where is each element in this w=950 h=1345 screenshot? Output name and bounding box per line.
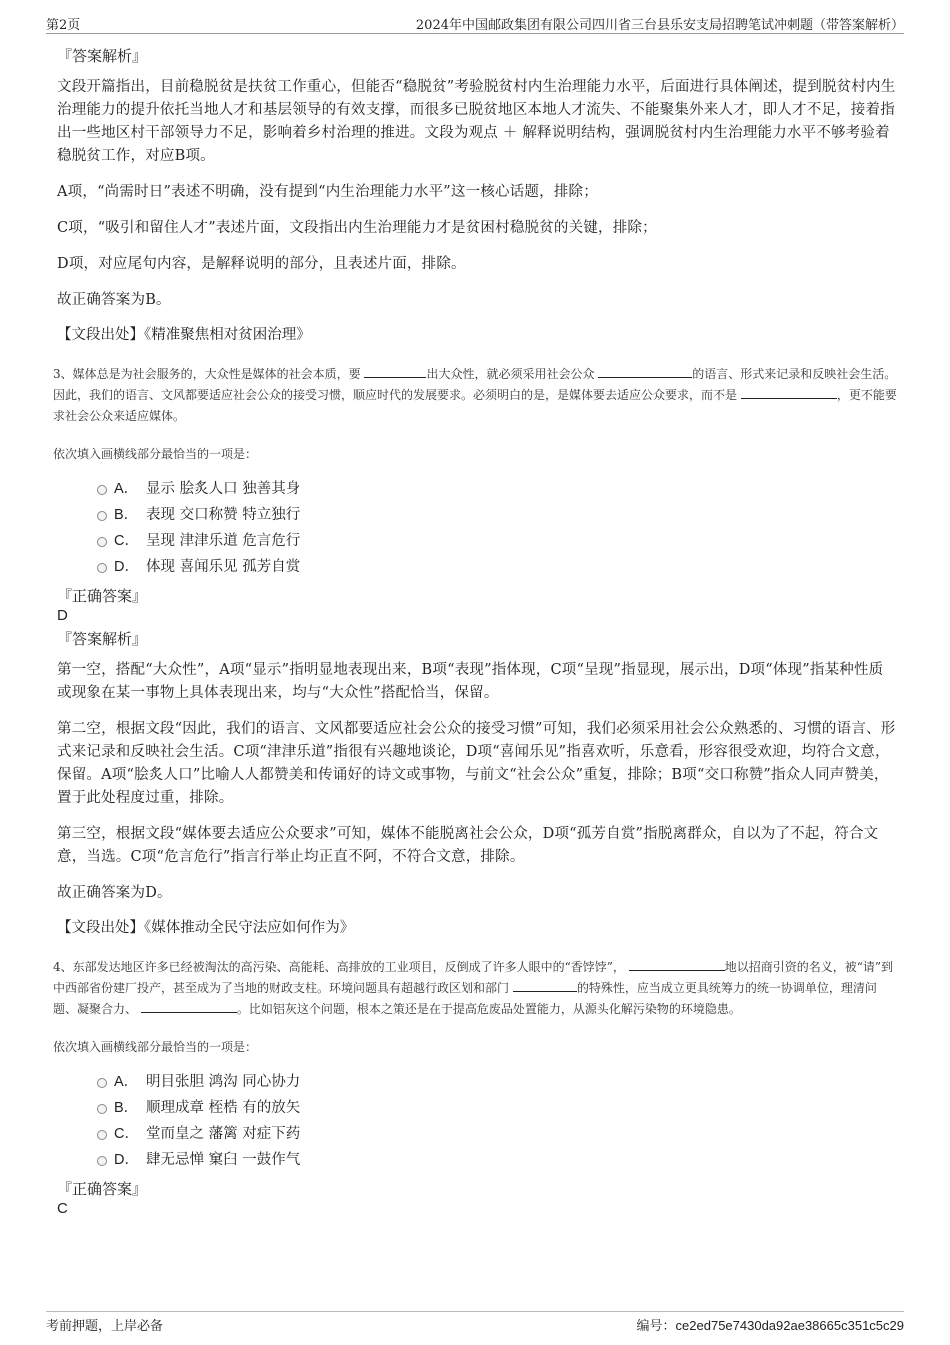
q2-analysis-p3: C项，“吸引和留住人才”表述片面，文段指出内生治理能力才是贫困村稳脱贫的关键，排除； bbox=[57, 220, 657, 236]
q2-answer-statement: 故正确答案为B。 bbox=[57, 292, 171, 308]
page-header bbox=[46, 14, 904, 34]
q4-stem bbox=[53, 957, 897, 1020]
q3-analysis-p1: 第一空，搭配“大众性”，A项“显示”指明显地表现出来，B项“表现”指体现，C项“呈现”指显现，展示出，D项“体现”指某种性质或现象在某一事物上具体表现出来，均与“大众性”搭配恰当，保留。 bbox=[57, 662, 884, 701]
q4-answer-label: 『正确答案』 bbox=[57, 1180, 148, 1198]
option-letter: B． bbox=[114, 1100, 139, 1116]
q3-stem-part: 的语言、形式来记录和反映社会生活。因此，我们的语言、文风都要适应社会公众的接受习惯，顺应时代的发展要求。必须明白的是，是媒体要去适应公众要求，而不是 bbox=[53, 367, 897, 402]
q3-analysis-p3: 第三空，根据文段“媒体要去适应公众要求”可知，媒体不能脱离社会公众，D项“孤芳自赏”指脱离群众，自以为了不起，符合文意，当选。C项“危言危行”指言行举止均正直不阿，不符合文意，排除。 bbox=[57, 826, 879, 865]
q3-answer-label: 『正确答案』 bbox=[57, 587, 148, 605]
footer-slogan: 考前押题，上岸必备 bbox=[46, 1319, 164, 1334]
blank-line bbox=[513, 978, 577, 992]
option-letter: D． bbox=[114, 1152, 139, 1168]
option-text: 表现 交口称赞 特立独行 bbox=[146, 507, 301, 523]
option-letter: C． bbox=[114, 533, 139, 549]
radio-button-icon[interactable] bbox=[97, 1078, 107, 1088]
q4-option-d[interactable] bbox=[97, 1147, 897, 1173]
q2-analysis-p4: D项，对应尾句内容，是解释说明的部分，且表述片面，排除。 bbox=[57, 256, 466, 272]
blank-line bbox=[141, 999, 237, 1013]
q3-answer: D bbox=[57, 607, 68, 624]
q3-option-a[interactable] bbox=[97, 476, 897, 502]
radio-button-icon[interactable] bbox=[97, 537, 107, 547]
document-title: 2024年中国邮政集团有限公司四川省三台县乐安支局招聘笔试冲刺题（带答案解析） bbox=[415, 18, 904, 33]
page-footer bbox=[46, 1311, 904, 1333]
blank-line bbox=[598, 364, 692, 378]
main-content bbox=[53, 46, 897, 1219]
radio-button-icon[interactable] bbox=[97, 1130, 107, 1140]
q4-option-b[interactable] bbox=[97, 1095, 897, 1121]
q4-answer: C bbox=[57, 1200, 68, 1217]
q3-stem-part: 3、媒体总是为社会服务的，大众性是媒体的社会本质，要 bbox=[53, 367, 365, 381]
page-number: 第2页 bbox=[46, 18, 81, 33]
q2-source: 【文段出处】《精准聚焦相对贫困治理》 bbox=[57, 327, 311, 343]
q4-instruction: 依次填入画横线部分最恰当的一项是： bbox=[53, 1040, 258, 1054]
radio-button-icon[interactable] bbox=[97, 511, 107, 521]
option-letter: A． bbox=[114, 481, 139, 497]
option-letter: D． bbox=[114, 559, 139, 575]
q3-option-d[interactable] bbox=[97, 554, 897, 580]
option-text: 显示 脍炙人口 独善其身 bbox=[146, 481, 301, 497]
blank-line bbox=[629, 957, 725, 971]
q3-analysis-p2: 第二空，根据文段“因此，我们的语言、文风都要适应社会公众的接受习惯”可知，我们必须采用社会公众熟悉的、习惯的语言、形式来记录和反映社会生活。C项“津津乐道”指很有兴趣地谈论，D项“喜闻乐见”指喜欢听，乐意看，形容很受欢迎，均符合文意，保留。A项“脍炙人口”比喻人人都赞美和传诵好的诗文或事物，与前文“社会公众”重复，排除；B项“交口称赞”指众人同声赞美，置于此处程度过重，排除。 bbox=[57, 721, 896, 806]
radio-button-icon[interactable] bbox=[97, 563, 107, 573]
option-text: 明目张胆 鸿沟 同心协力 bbox=[146, 1074, 301, 1090]
q2-analysis-label: 『答案解析』 bbox=[57, 47, 148, 65]
footer-code bbox=[637, 1315, 904, 1334]
q4-stem-part: 的特殊性，应当成立更具统筹力的统一协调单位，理清问题、凝聚合力、 bbox=[53, 981, 877, 1016]
q3-option-b[interactable] bbox=[97, 502, 897, 528]
q3-instruction: 依次填入画横线部分最恰当的一项是： bbox=[53, 447, 258, 461]
q2-analysis-p2: A项，“尚需时日”表述不明确，没有提到“内生治理能力水平”这一核心话题，排除； bbox=[57, 184, 598, 200]
q2-analysis-p1: 文段开篇指出，目前稳脱贫是扶贫工作重心，但能否“稳脱贫”考验脱贫村内生治理能力水平，后面进行具体阐述，提到脱贫村内生治理能力的提升依托当地人才和基层领导的有效支撑，而很多已脱贫地区本地人才流失、不能聚集外来人才，即人才不足，接着指出一些地区村干部领导力不足，影响着乡村治理的推进。文段为观点 ＋ 解释说明结构，强调脱贫村内生治理能力水平不够考验着稳脱贫工作，对应B项。 bbox=[57, 79, 896, 164]
q4-option-a[interactable] bbox=[97, 1069, 897, 1095]
footer-code-value: ce2ed75e7430da92ae38665c351c5c29 bbox=[675, 1318, 904, 1333]
q3-answer-statement: 故正确答案为D。 bbox=[57, 885, 172, 901]
option-text: 肆无忌惮 窠臼 一鼓作气 bbox=[146, 1152, 301, 1168]
q3-source: 【文段出处】《媒体推动全民守法应如何作为》 bbox=[57, 920, 355, 936]
radio-button-icon[interactable] bbox=[97, 485, 107, 495]
radio-button-icon[interactable] bbox=[97, 1156, 107, 1166]
q3-stem-part: 出大众性，就必须采用社会公众 bbox=[426, 367, 599, 381]
q4-options bbox=[97, 1069, 897, 1173]
q3-option-c[interactable] bbox=[97, 528, 897, 554]
q3-stem bbox=[53, 364, 897, 427]
option-text: 顺理成章 桎梏 有的放矢 bbox=[146, 1100, 301, 1116]
q3-options bbox=[97, 476, 897, 580]
footer-code-label: 编号： bbox=[636, 1319, 676, 1334]
blank-line bbox=[741, 385, 837, 399]
option-text: 呈现 津津乐道 危言危行 bbox=[146, 533, 301, 549]
q4-stem-part: 。比如铝灰这个问题，根本之策还是在于提高危废品处置能力，从源头化解污染物的环境隐患。 bbox=[236, 1002, 741, 1016]
option-letter: B． bbox=[114, 507, 139, 523]
option-text: 体现 喜闻乐见 孤芳自赏 bbox=[146, 559, 301, 575]
option-letter: C． bbox=[114, 1126, 139, 1142]
option-text: 堂而皇之 藩篱 对症下药 bbox=[146, 1126, 301, 1142]
q4-stem-part: 地以招商引资的名义，被“请”到中西部省份建厂投产，甚至成为了当地的财政支柱。环境问题具有超越行政区划和部门 bbox=[53, 960, 894, 995]
radio-button-icon[interactable] bbox=[97, 1104, 107, 1114]
q4-option-c[interactable] bbox=[97, 1121, 897, 1147]
blank-line bbox=[364, 364, 426, 378]
q3-stem-part: ，更不能要求社会公众来适应媒体。 bbox=[53, 388, 897, 423]
q3-analysis-label: 『答案解析』 bbox=[57, 630, 148, 648]
option-letter: A． bbox=[114, 1074, 139, 1090]
q4-stem-part: 4、东部发达地区许多已经被淘汰的高污染、高能耗、高排放的工业项目，反倒成了许多人眼中的“香饽饽”， bbox=[53, 960, 629, 974]
